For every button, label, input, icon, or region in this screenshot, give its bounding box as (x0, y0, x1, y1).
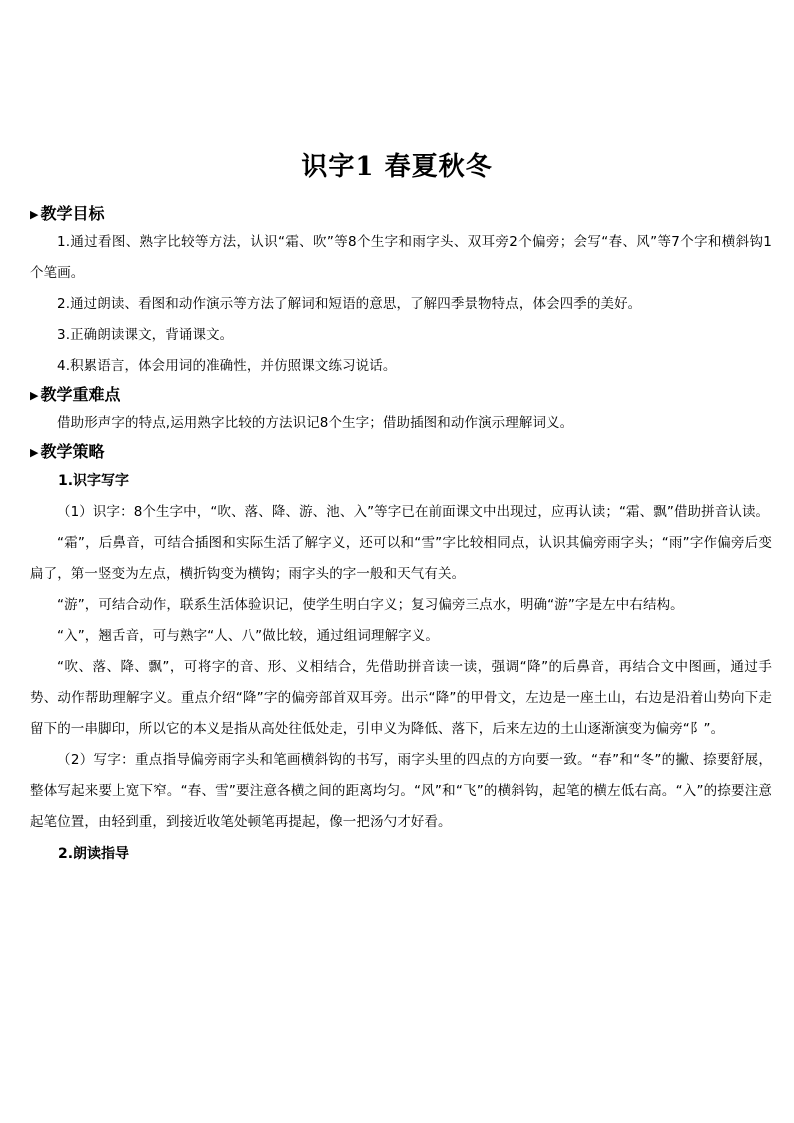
strategy-paragraph-1: （1）识字：8个生字中，“吹、落、降、游、池、入”等字已在前面课文中出现过，应再认读；“霜、飘”借助拼音认读。 (57, 504, 770, 520)
goal-item-3: 3.正确朗读课文，背诵课文。 (57, 327, 234, 343)
goal-item-2: 2.通过朗读、看图和动作演示等方法了解词和短语的意思，了解四季景物特点，体会四季的美好。 (57, 296, 642, 312)
goal-item-1: 1.通过看图、熟字比较等方法，认识“霜、吹”等8个生字和雨字头、双耳旁2个偏旁；会写“春、风”等7个字和横斜钩1个笔画。 (30, 234, 772, 281)
difficulties-text: 借助形声字的特点,运用熟字比较的方法识记8个生字；借助插图和动作演示理解词义。 (57, 415, 574, 431)
strategy-paragraph-5: “吹、落、降、飘”，可将字的音、形、义相结合，先借助拼音读一读，强调“降”的后鼻音，再结合文中图画，通过手势、动作帮助理解字义。重点介绍“降”字的偏旁部首双耳旁。出示“降”的甲骨文，左边是一座土山，右边是沿着山势向下走留下的一串脚印，所以它的本义是指从高处往低处走，引申义为降低、落下，后来左边的土山逐渐演变为偏旁“阝”。 (30, 659, 772, 737)
section-heading-strategies: ▶ 教学策略 (30, 442, 105, 461)
triangle-bullet-icon: ▶ (30, 446, 39, 459)
strategy-paragraph-4: “入”，翘舌音，可与熟字“人、八”做比较，通过组词理解字义。 (57, 628, 439, 644)
strategy-paragraph-2: “霜”，后鼻音，可结合插图和实际生活了解字义，还可以和“雪”字比较相同点，认识其偏旁雨字头；“雨”字作偏旁后变扁了，第一竖变为左点，横折钩变为横钩；雨字头的字一般和天气有关。 (30, 535, 772, 582)
triangle-bullet-icon: ▶ (30, 389, 39, 402)
subheading-literacy-writing: 1.识字写字 (58, 473, 130, 489)
subheading-reading-guidance: 2.朗读指导 (58, 846, 130, 862)
section-heading-difficulties: ▶ 教学重难点 (30, 385, 121, 404)
strategy-paragraph-6: （2）写字：重点指导偏旁雨字头和笔画横斜钩的书写，雨字头里的四点的方向要一致。“春”和“冬”的撇、捺要舒展，整体写起来要上宽下窄。“春、雪”要注意各横之间的距离均匀。“风”和“飞”的横斜钩，起笔的横左低右高。“入”的捺要注意起笔位置，由轻到重，到接近收笔处顿笔再提起，像一把汤勺才好看。 (30, 752, 772, 830)
document-body (30, 201, 772, 870)
strategy-paragraph-3: “游”，可结合动作，联系生活体验识记，使学生明白字义；复习偏旁三点水，明确“游”字是左中右结构。 (57, 597, 684, 613)
goal-item-4: 4.积累语言，体会用词的准确性，并仿照课文练习说话。 (57, 358, 397, 374)
document-title: 识字1 春夏秋冬 (301, 152, 493, 182)
section-heading-goals: ▶ 教学目标 (30, 204, 105, 223)
triangle-bullet-icon: ▶ (30, 208, 39, 221)
